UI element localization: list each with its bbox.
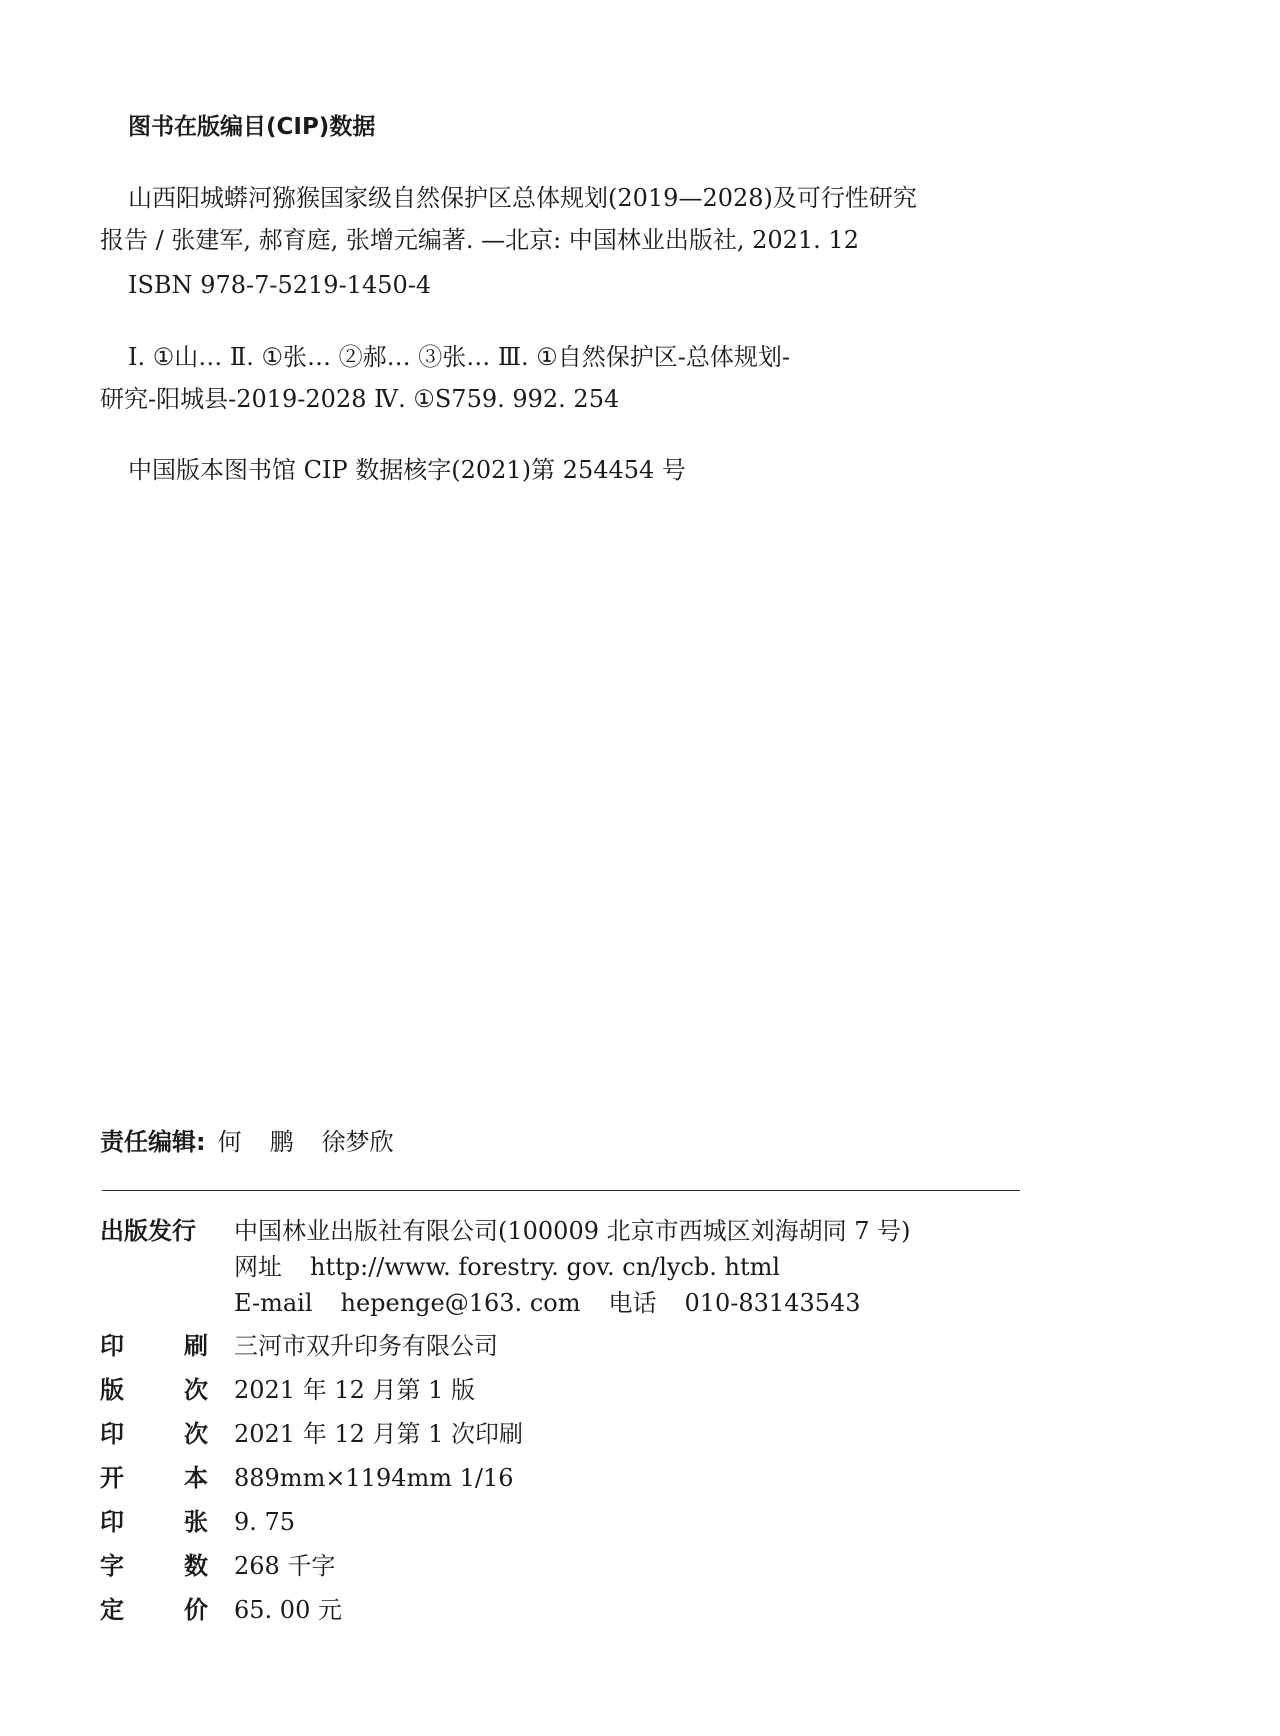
format-value: 889mm×1194mm 1/16 (234, 1464, 514, 1492)
website-label: 网址 (234, 1253, 282, 1281)
publisher-value: 中国林业出版社有限公司(100009 北京市西城区刘海胡同 7 号) (234, 1217, 911, 1245)
editor-line (100, 1127, 394, 1157)
website-value: http://www. forestry. gov. cn/lycb. html (310, 1253, 781, 1281)
phone-label: 电话 (608, 1289, 657, 1317)
printing-label: 印 次 (100, 1420, 208, 1448)
publisher-label: 出版发行 (100, 1217, 196, 1245)
format-label: 开 本 (100, 1464, 208, 1492)
editor-label: 责任编辑: (100, 1128, 206, 1156)
sheets-value: 9. 75 (234, 1508, 296, 1536)
printing-row (100, 1417, 1100, 1453)
website-line (234, 1250, 780, 1284)
sheets-row (100, 1505, 1100, 1541)
edition-label: 版 次 (100, 1376, 208, 1404)
cip-title-line-2: 报告 / 张建军, 郝育庭, 张增元编著. —北京: 中国林业出版社, 2021. 12 (100, 226, 859, 254)
cip-number: 中国版本图书馆 CIP 数据核字(2021)第 254454 号 (128, 456, 686, 484)
price-label: 定 价 (100, 1596, 208, 1624)
editor-name-2: 鹏 (269, 1128, 294, 1156)
price-value: 65. 00 元 (234, 1596, 342, 1624)
sheets-label: 印 张 (100, 1508, 208, 1536)
printer-label: 印 刷 (100, 1332, 208, 1360)
editor-name-3: 徐梦欣 (321, 1128, 394, 1156)
word-count-value: 268 千字 (234, 1552, 336, 1580)
divider-rule (102, 1190, 1020, 1191)
printer-row (100, 1329, 1100, 1365)
edition-value: 2021 年 12 月第 1 版 (234, 1376, 476, 1404)
cip-subjects-line-2: 研究-阳城县-2019-2028 Ⅳ. ①S759. 992. 254 (100, 385, 620, 413)
cip-title-line-1: 山西阳城蟒河猕猴国家级自然保护区总体规划(2019—2028)及可行性研究 (128, 184, 917, 212)
printer-value: 三河市双升印务有限公司 (234, 1332, 498, 1360)
email-value: hepenge@163. com (340, 1289, 581, 1317)
cip-subjects-line-1: Ⅰ. ①山… Ⅱ. ①张… ②郝… ③张… Ⅲ. ①自然保护区-总体规划- (128, 343, 790, 371)
cip-heading: 图书在版编目(CIP)数据 (128, 114, 376, 140)
format-row (100, 1461, 1100, 1497)
phone-value: 010-83143543 (684, 1289, 861, 1317)
word-count-row (100, 1549, 1100, 1585)
printing-value: 2021 年 12 月第 1 次印刷 (234, 1420, 524, 1448)
email-label: E-mail (234, 1289, 313, 1317)
price-row (100, 1593, 1100, 1629)
contact-line (234, 1286, 861, 1320)
editor-name-1: 何 (217, 1128, 242, 1156)
cip-isbn: ISBN 978-7-5219-1450-4 (128, 271, 432, 299)
word-count-label: 字 数 (100, 1552, 208, 1580)
edition-row (100, 1373, 1100, 1409)
publisher-row (100, 1214, 1100, 1250)
